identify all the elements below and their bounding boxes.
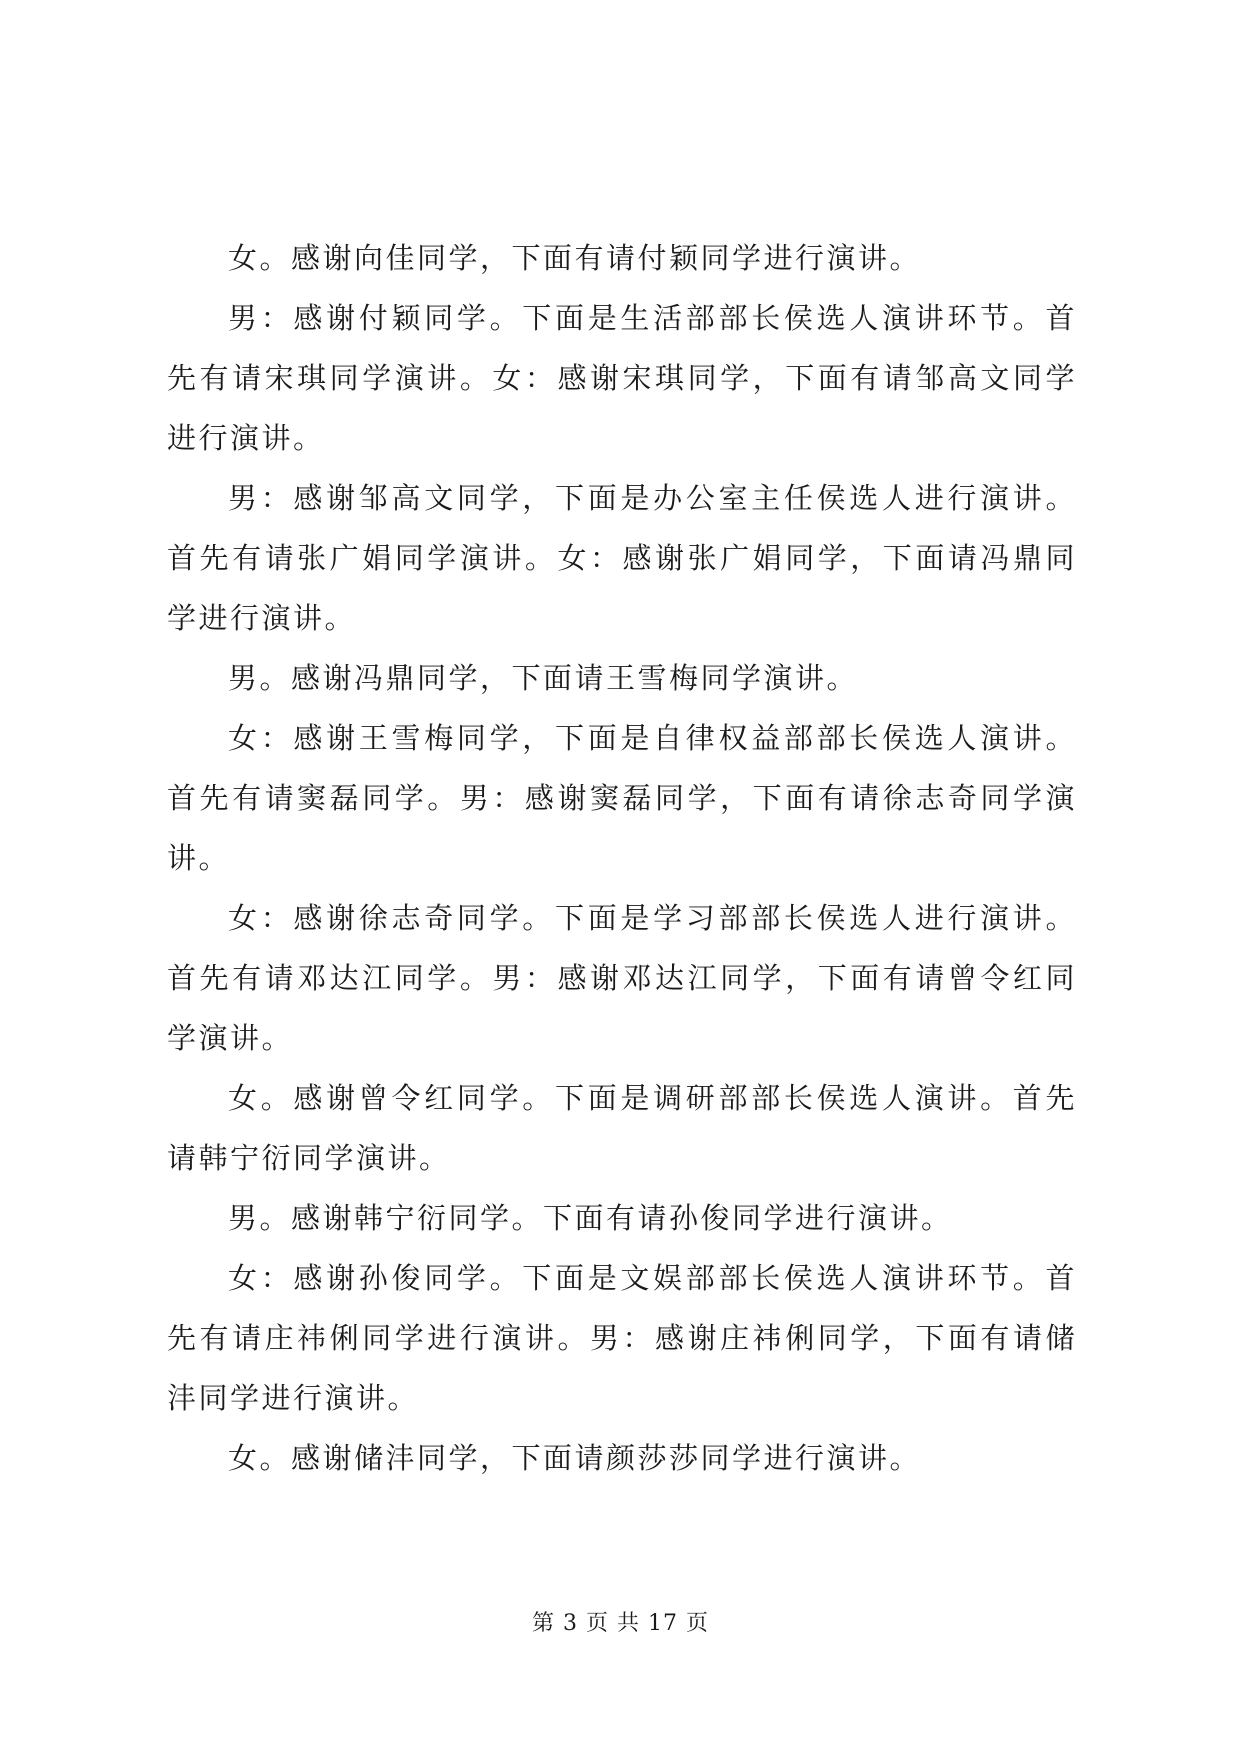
paragraph: 女。感谢向佳同学，下面有请付颖同学进行演讲。 bbox=[228, 241, 922, 275]
paragraph: 男：感谢邹高文同学，下面是办公室主任侯选人进行演讲。首先有请张广娟同学演讲。女：感谢张广娟同学，下面请冯鼎同学进行演讲。 bbox=[167, 481, 1077, 635]
paragraph: 女。感谢曾令红同学。下面是调研部部长侯选人演讲。首先请韩宁衍同学演讲。 bbox=[167, 1081, 1077, 1175]
paragraph: 女。感谢储沣同学，下面请颜莎莎同学进行演讲。 bbox=[228, 1441, 922, 1475]
paragraph: 男。感谢韩宁衍同学。下面有请孙俊同学进行演讲。 bbox=[228, 1201, 953, 1235]
paragraph: 男：感谢付颖同学。下面是生活部部长侯选人演讲环节。首先有请宋琪同学演讲。女：感谢宋琪同学，下面有请邹高文同学进行演讲。 bbox=[167, 301, 1077, 455]
paragraph: 女：感谢孙俊同学。下面是文娱部部长侯选人演讲环节。首先有请庄祎俐同学进行演讲。男：感谢庄祎俐同学，下面有请储沣同学进行演讲。 bbox=[167, 1261, 1077, 1415]
paragraph: 女：感谢徐志奇同学。下面是学习部部长侯选人进行演讲。首先有请邓达江同学。男：感谢邓达江同学，下面有请曾令红同学演讲。 bbox=[167, 901, 1077, 1055]
document-body bbox=[167, 228, 1077, 1488]
paragraph: 女：感谢王雪梅同学，下面是自律权益部部长侯选人演讲。首先有请窦磊同学。男：感谢窦磊同学，下面有请徐志奇同学演讲。 bbox=[167, 721, 1077, 875]
page-number-footer: 第 3 页 共 17 页 bbox=[532, 1611, 709, 1636]
paragraph: 男。感谢冯鼎同学，下面请王雪梅同学演讲。 bbox=[228, 661, 859, 695]
